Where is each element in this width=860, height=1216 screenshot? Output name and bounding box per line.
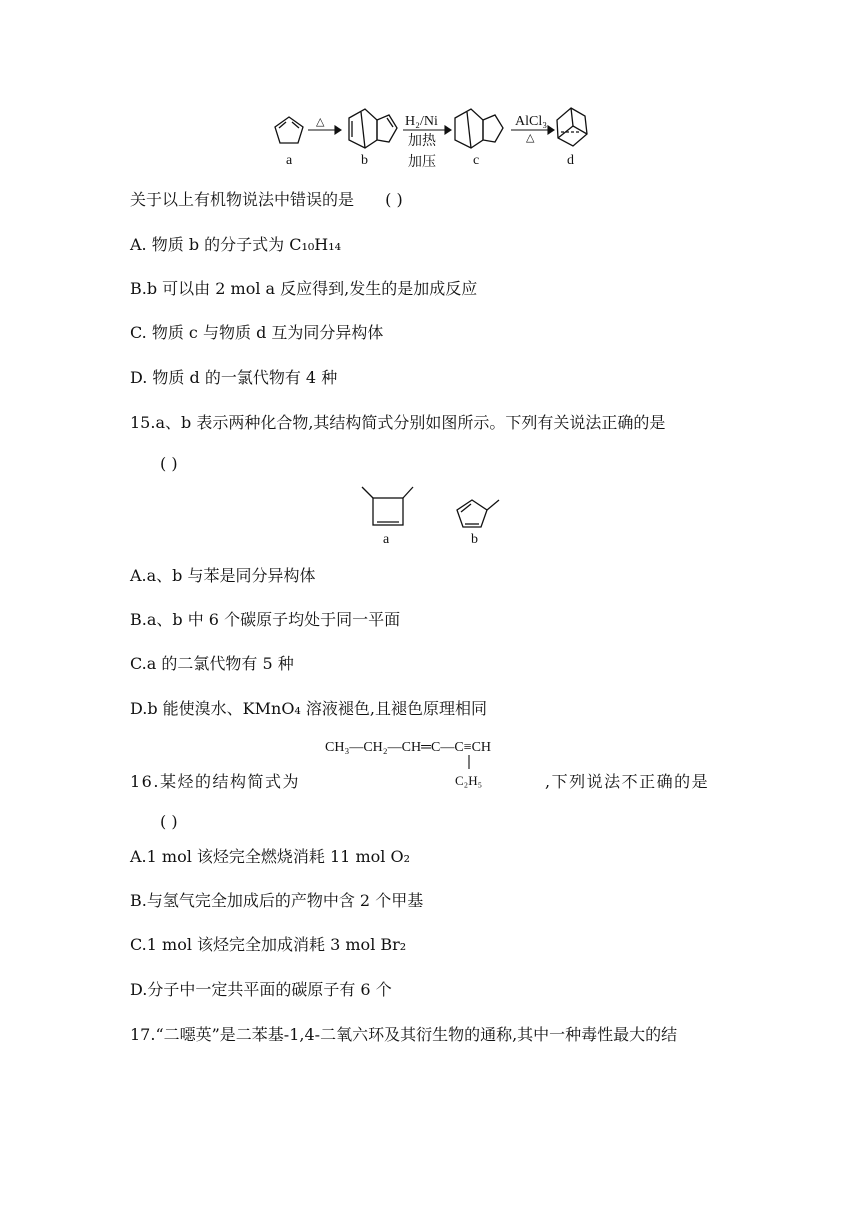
q14-option-b: B.b 可以由 2 mol a 反应得到,发生的是加成反应 <box>130 279 478 298</box>
q14-option-d: D. 物质 d 的一氯代物有 4 种 <box>130 368 338 387</box>
molecule-b <box>349 109 397 148</box>
label-d: d <box>567 153 574 168</box>
structure-b-label: b <box>471 532 478 547</box>
q16-stem-left: 16.某烃的结构简式为 <box>130 772 300 791</box>
arrow-2-reagent: H₂/Ni <box>405 114 438 129</box>
q16-stem-right: ,下列说法不正确的是 <box>545 772 710 791</box>
q14-stem <box>130 190 403 210</box>
q16-option-b: B.与氢气完全加成后的产物中含 2 个甲基 <box>130 891 424 910</box>
label-a: a <box>286 153 293 168</box>
q14-stem-text: 关于以上有机物说法中错误的是 <box>130 190 355 209</box>
q15-option-d: D.b 能使溴水、KMnO₄ 溶液褪色,且褪色原理相同 <box>130 699 488 718</box>
formula-main-chain: CH₃—CH₂—CH═C—C≡CH <box>325 740 492 755</box>
structure-b <box>457 500 499 527</box>
q14-option-a: A. 物质 b 的分子式为 C₁₀H₁₄ <box>130 235 342 254</box>
label-c: c <box>473 153 480 168</box>
arrow-1 <box>308 126 341 134</box>
arrow-2-condition-1: 加热 <box>408 134 436 149</box>
q17-stem: 17.“二噁英”是二苯基-1,4-二氧六环及其衍生物的通称,其中一种毒性最大的结 <box>130 1025 678 1044</box>
q16-structural-formula <box>325 737 545 795</box>
q14-option-c: C. 物质 c 与物质 d 互为同分异构体 <box>130 323 384 342</box>
label-b: b <box>361 153 368 168</box>
q16-answer-paren: ( ) <box>160 812 178 831</box>
q16-option-d: D.分子中一定共平面的碳原子有 6 个 <box>130 980 392 999</box>
arrow-3-reagent: AlCl₃ <box>515 114 548 129</box>
reaction-scheme-figure <box>265 100 605 172</box>
molecule-c <box>455 109 503 148</box>
q15-option-c: C.a 的二氯代物有 5 种 <box>130 654 294 673</box>
formula-branch-ethyl: C₂H₅ <box>455 773 483 788</box>
structure-a-label: a <box>383 532 390 547</box>
molecule-a <box>275 117 303 143</box>
q15-option-a: A.a、b 与苯是同分异构体 <box>130 566 316 585</box>
q15-stem: 15.a、b 表示两种化合物,其结构简式分别如图所示。下列有关说法正确的是 <box>130 413 666 432</box>
q16-option-a: A.1 mol 该烃完全燃烧消耗 11 mol O₂ <box>130 847 410 866</box>
arrow-2-condition-2: 加压 <box>408 155 436 170</box>
q14-answer-paren: ( ) <box>385 190 403 209</box>
q15-answer-paren: ( ) <box>160 454 178 473</box>
structure-a <box>362 487 413 525</box>
arrow-3-condition: △ <box>526 132 535 144</box>
q15-option-b: B.a、b 中 6 个碳原子均处于同一平面 <box>130 610 401 629</box>
molecule-d <box>557 108 587 146</box>
q15-structures-figure <box>355 484 515 548</box>
q16-option-c: C.1 mol 该烃完全加成消耗 3 mol Br₂ <box>130 935 407 954</box>
arrow-1-condition: △ <box>316 116 325 128</box>
